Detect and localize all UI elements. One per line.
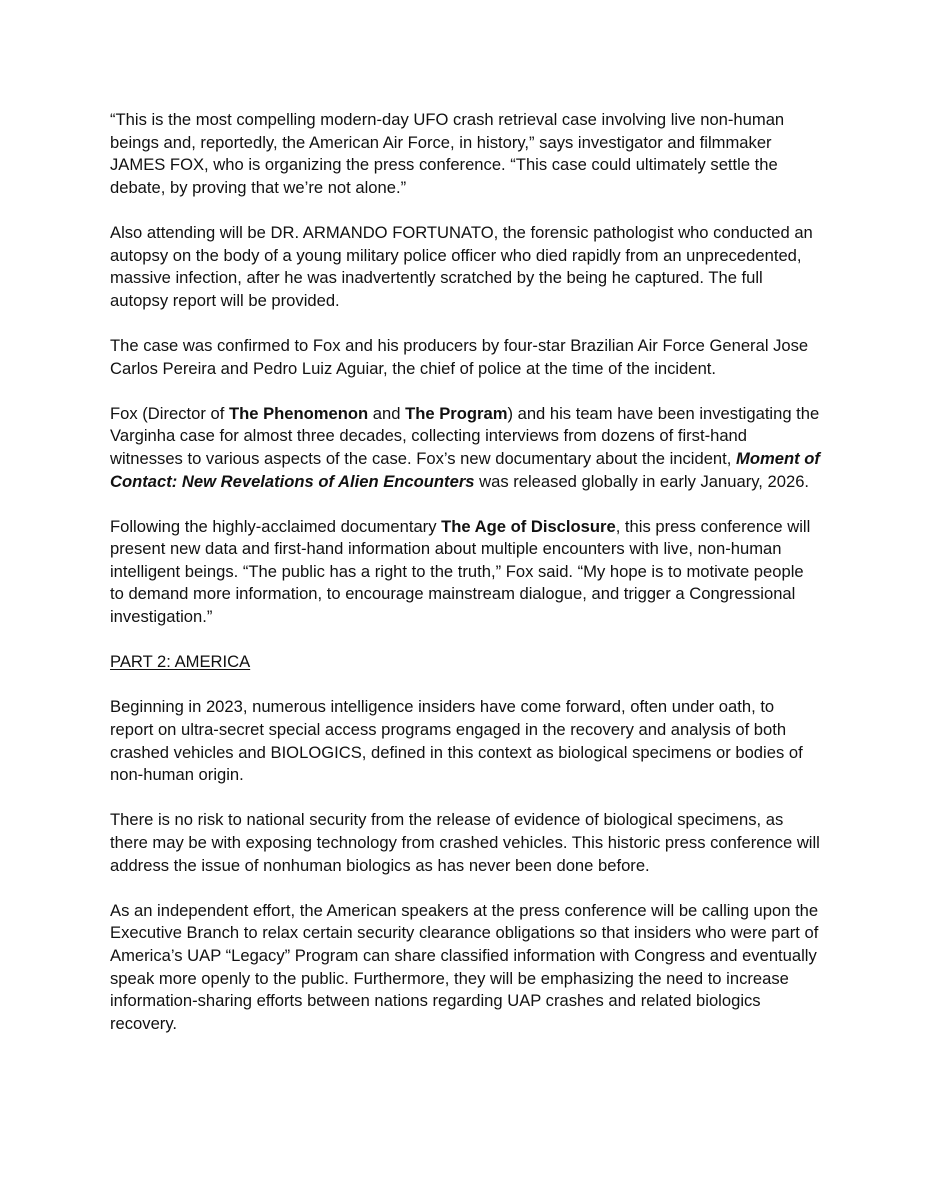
paragraph-fortunato: Also attending will be DR. ARMANDO FORTUNATO, the forensic pathologist who conducted an autopsy on the body of a young military police officer who died rapidly from an unprecedented, massive infection, after he was inadvertently scratched by the being he captured. The full autopsy report will be provided.: [110, 222, 813, 310]
document-page: [110, 109, 822, 1058]
film-title-age-of-disclosure: The Age of Disclosure: [441, 516, 616, 536]
paragraph-independent-effort: As an independent effort, the American speakers at the press conference will be calling upon the Executive Branch to relax certain security clearance obligations so that insiders who were part of America’s UAP “Legacy” Program can share classified information with Congress and eventually speak more openly to the public. Furthermore, they will be emphasizing the need to increase information-sharing efforts between nations regarding UAP crashes and related biologics recovery.: [110, 900, 819, 1033]
section-heading-part-2: PART 2: AMERICA: [110, 652, 251, 672]
paragraph-investigation: [110, 403, 822, 493]
text-run: and: [368, 403, 406, 423]
paragraph-national-security: There is no risk to national security from the release of evidence of biological specimens, as there may be with exposing technology from crashed vehicles. This historic press conference will address the issue of nonhuman biologics as has never been done before.: [110, 810, 820, 875]
text-run: Fox (Director of: [110, 403, 229, 423]
film-title-moment-of-contact: Moment of Contact: New Revelations of Alien Encounters: [110, 448, 820, 491]
paragraph-fox-quote: “This is the most compelling modern-day UFO crash retrieval case involving live non-human beings and, reportedly, the American Air Force, in history,” says investigator and filmmaker JAMES FOX, who is organizing the press conference. “This case could ultimately settle the debate, by proving that we’re not alone.”: [110, 110, 785, 197]
text-run: ) and his team have been investigating the Varginha case for almost three decades, collecting interviews from dozens of first-hand witnesses to various aspects of the case. Fox’s new documentary about the incident,: [110, 403, 820, 468]
text-run: , this press conference will present new data and first-hand information about multiple encounters with live, non-human intelligent beings. “The public has a right to the truth,” Fox said. “My hope is to motivate people to demand more information, to encourage mainstream dialogue, and trigger a Congressional investigation.”: [110, 516, 811, 627]
paragraph-age-of-disclosure: [110, 516, 822, 629]
film-title-phenomenon: The Phenomenon: [228, 403, 369, 423]
paragraph-insiders: Beginning in 2023, numerous intelligence insiders have come forward, often under oath, to report on ultra-secret special access programs engaged in the recovery and analysis of both crashed vehicles and BIOLOGICS, defined in this context as biological specimens or bodies of non-human origin.: [110, 697, 803, 785]
paragraph-confirmation: The case was confirmed to Fox and his producers by four-star Brazilian Air Force General Jose Carlos Pereira and Pedro Luiz Aguiar, the chief of police at the time of the incident.: [110, 335, 809, 378]
text-run: was released globally in early January, 2026.: [474, 471, 810, 491]
film-title-program: The Program: [405, 403, 508, 423]
text-run: Following the highly-acclaimed documentary: [110, 516, 442, 536]
